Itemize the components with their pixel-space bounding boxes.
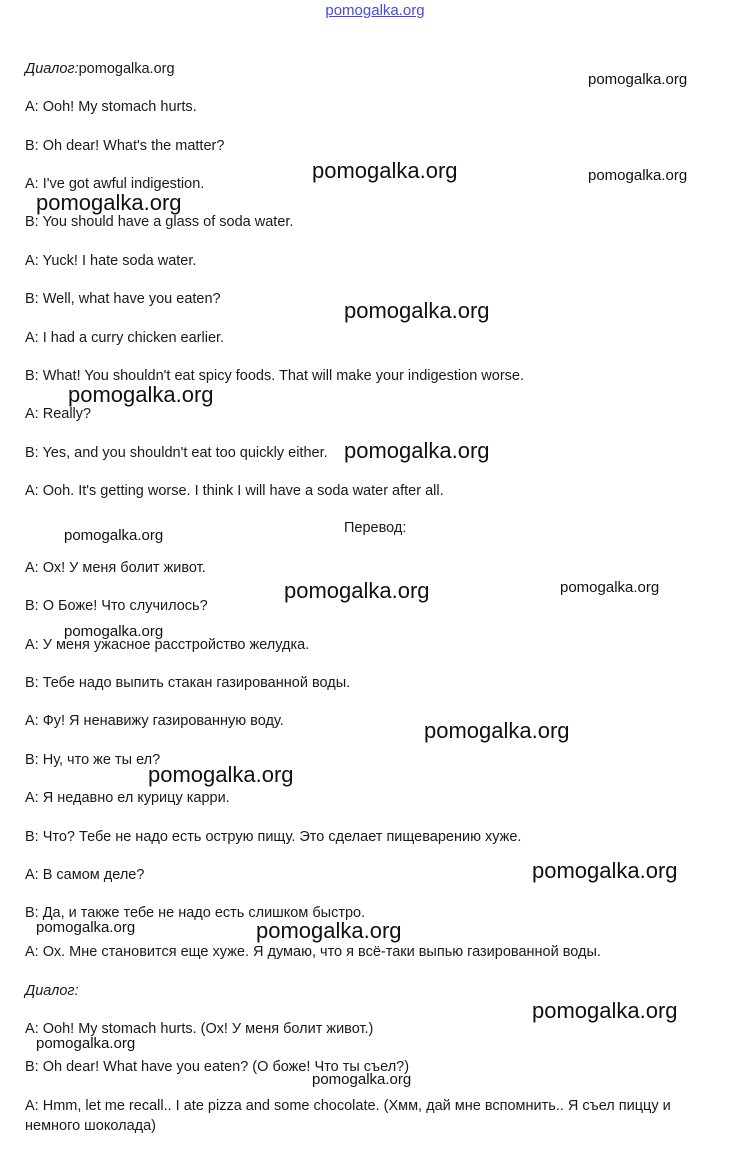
watermark: pomogalka.org <box>36 1035 136 1052</box>
watermark: pomogalka.org <box>344 298 490 323</box>
watermark: pomogalka.org <box>424 718 570 743</box>
dialog-line: B: Oh dear! What's the matter? <box>25 138 225 154</box>
translation-line: A: Ох! У меня болит живот. <box>25 560 206 576</box>
dialog2-line: B: Oh dear! What have you eaten? (О боже! Что ты съел?) <box>25 1059 410 1075</box>
dialog-heading <box>25 59 175 79</box>
dialog-line: A: I had a curry chicken earlier. <box>25 330 225 346</box>
translation-line: A: У меня ужасное расстройство желудка. <box>25 637 310 653</box>
watermark: pomogalka.org <box>588 167 688 184</box>
dialog-line: B: Well, what have you eaten? <box>25 291 221 307</box>
watermark: pomogalka.org <box>284 578 430 603</box>
watermark: pomogalka.org <box>36 190 182 215</box>
watermark: pomogalka.org <box>68 382 214 407</box>
translation-title: Перевод: <box>344 520 407 536</box>
dialog-line: A: I've got awful indigestion. <box>25 176 205 192</box>
dialog-line: B: You should have a glass of soda water. <box>25 214 294 230</box>
translation-line: A: В самом деле? <box>25 867 145 883</box>
watermark: pomogalka.org <box>148 762 294 787</box>
dialog-label: Диалог: <box>25 61 79 77</box>
dialog-label-suffix: pomogalka.org <box>78 61 175 77</box>
translation-line: A: Фу! Я ненавижу газированную воду. <box>25 713 284 729</box>
translation-line: A: Ох. Мне становится еще хуже. Я думаю, что я всё-таки выпью газированной воды. <box>25 944 601 960</box>
dialog-line: A: Really? <box>25 406 92 422</box>
watermark: pomogalka.org <box>532 858 678 883</box>
dialog2-line: A: Hmm, let me recall.. I ate pizza and some chocolate. (Хмм, дай мне вспомнить.. Я съел пиццу и немного шоколада) <box>25 1098 671 1134</box>
translation-line: B: Тебе надо выпить стакан газированной воды. <box>25 675 351 691</box>
dialog-line: A: Ooh. It's getting worse. I think I will have a soda water after all. <box>25 483 444 499</box>
watermark: pomogalka.org <box>64 623 164 640</box>
translation-line: B: О Боже! Что случилось? <box>25 598 208 614</box>
watermark: pomogalka.org <box>64 527 164 544</box>
watermark: pomogalka.org <box>344 438 490 463</box>
dialog-line: B: Yes, and you shouldn't eat too quickly either. <box>25 445 328 461</box>
header-site-link[interactable]: pomogalka.org <box>325 2 425 19</box>
watermark: pomogalka.org <box>588 71 688 88</box>
dialog2-label: Диалог: <box>25 983 79 999</box>
watermark: pomogalka.org <box>312 1071 412 1088</box>
translation-line: B: Что? Тебе не надо есть острую пищу. Это сделает пищеварению хуже. <box>25 829 522 845</box>
translation-line: B: Ну, что же ты ел? <box>25 752 161 768</box>
watermark: pomogalka.org <box>36 919 136 936</box>
watermark: pomogalka.org <box>256 918 402 943</box>
dialog2-line: A: Ooh! My stomach hurts. (Ох! У меня болит живот.) <box>25 1021 374 1037</box>
watermark: pomogalka.org <box>532 998 678 1023</box>
dialog-line: A: Ooh! My stomach hurts. <box>25 99 197 115</box>
watermark: pomogalka.org <box>560 579 660 596</box>
dialog-line: A: Yuck! I hate soda water. <box>25 253 197 269</box>
dialog-line: B: What! You shouldn't eat spicy foods. That will make your indigestion worse. <box>25 368 524 384</box>
watermark: pomogalka.org <box>312 158 458 183</box>
translation-line: A: Я недавно ел курицу карри. <box>25 790 230 806</box>
translation-line: B: Да, и также тебе не надо есть слишком быстро. <box>25 905 366 921</box>
